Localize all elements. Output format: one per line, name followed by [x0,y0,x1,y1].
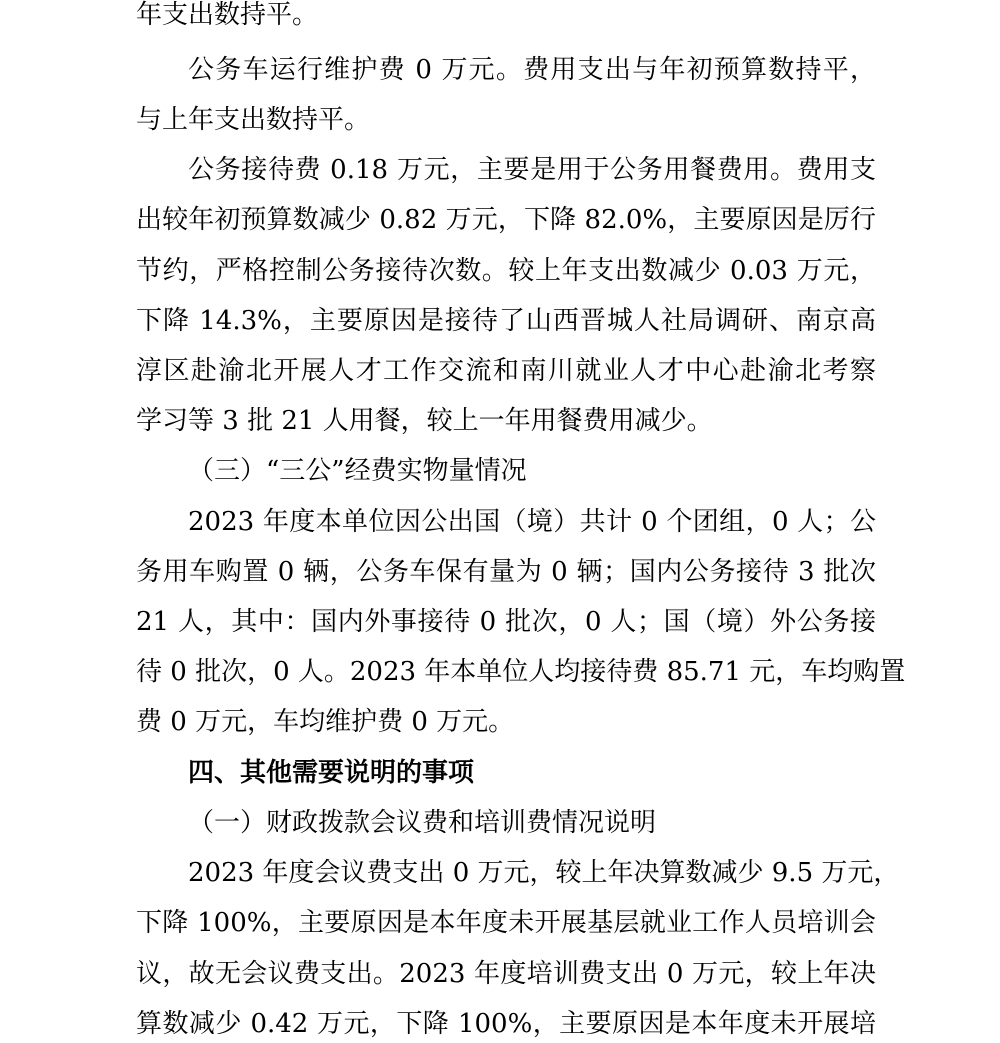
text-line: 待 0 批次，0 人。2023 年本单位人均接待费 85.71 元，车均购置 [136,657,906,687]
text-line: 2023 年度本单位因公出国（境）共计 0 个团组，0 人；公 [188,507,876,537]
text-line: 淳区赴渝北开展人才工作交流和南川就业人才中心赴渝北考察 [136,356,876,386]
text-line: 出较年初预算数减少 0.82 万元，下降 82.0%，主要原因是厉行 [136,205,876,235]
text-line: 公务车运行维护费 0 万元。费用支出与年初预算数持平， [188,55,876,85]
text-line: 费 0 万元，车均维护费 0 万元。 [136,707,515,737]
text-line: 算数减少 0.42 万元，下降 100%，主要原因是本年度未开展培 [136,1009,876,1039]
text-line: 务用车购置 0 辆，公务车保有量为 0 辆；国内公务接待 3 批次 [136,557,876,587]
text-line: 节约，严格控制公务接待次数。较上年支出数减少 0.03 万元， [136,256,876,286]
subsection-heading: （一）财政拨款会议费和培训费情况说明 [188,808,657,838]
text-line: 2023 年度会议费支出 0 万元，较上年决算数减少 9.5 万元， [188,858,900,888]
text-line: 下降 14.3%，主要原因是接待了山西晋城人社局调研、南京高 [136,306,876,336]
text-line: 21 人，其中：国内外事接待 0 批次，0 人；国（境）外公务接 [136,607,876,637]
text-line: 公务接待费 0.18 万元，主要是用于公务用餐费用。费用支 [188,155,876,185]
text-line: 学习等 3 批 21 人用餐，较上一年用餐费用减少。 [136,406,713,436]
section-heading: （三）“三公”经费实物量情况 [188,456,527,486]
text-line: 议，故无会议费支出。2023 年度培训费支出 0 万元，较上年决 [136,959,876,989]
text-line: 下降 100%，主要原因是本年度未开展基层就业工作人员培训会 [136,908,876,938]
text-line: 与上年支出数持平。 [136,105,371,135]
section-heading: 四、其他需要说明的事项 [188,758,475,788]
text-line: 年支出数持平。 [136,0,319,30]
